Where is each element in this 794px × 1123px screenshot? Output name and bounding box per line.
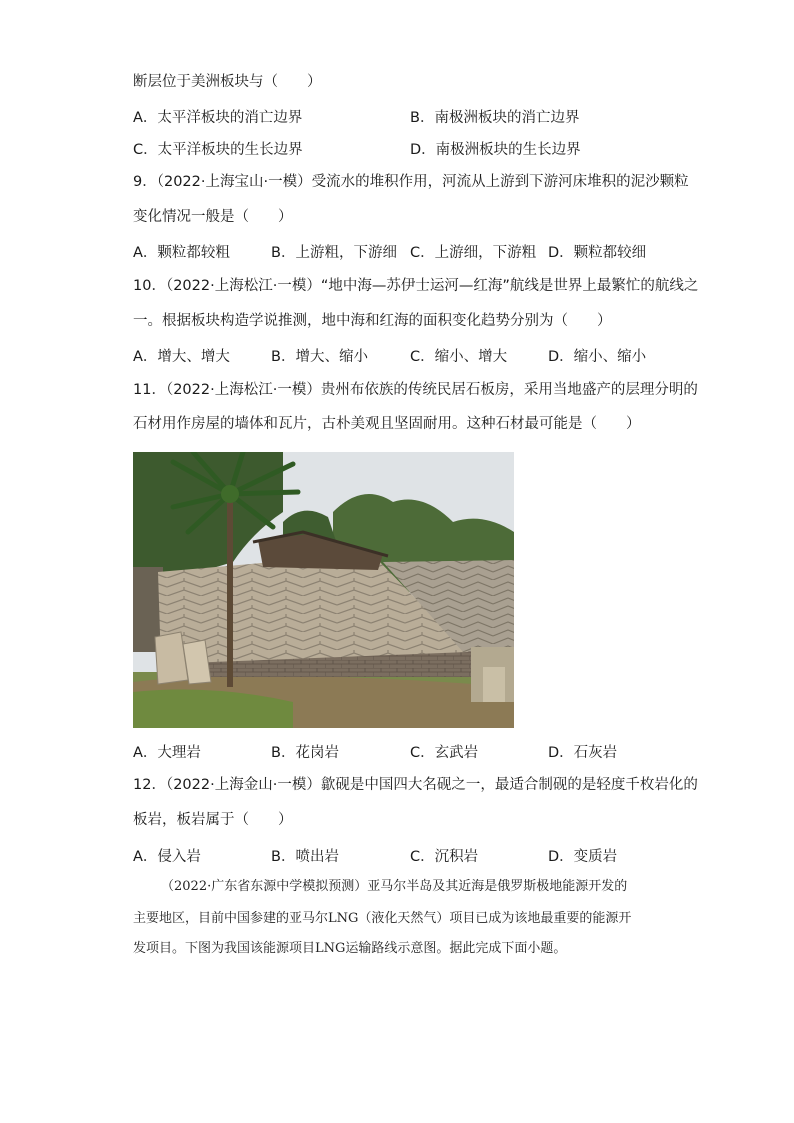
q10-option-c[interactable]: C．缩小、增大 <box>410 349 508 365</box>
q10-option-a[interactable]: A．增大、增大 <box>133 349 230 365</box>
q8-stem: 断层位于美洲板块与（ ） <box>133 74 322 90</box>
q12-option-c[interactable]: C．沉积岩 <box>410 849 479 865</box>
q8-option-c[interactable]: C．太平洋板块的生长边界 <box>133 142 303 158</box>
q10-stem-line1: 10．（2022·上海松江·一模）“地中海—苏伊士运河—红海”航线是世界上最繁忙的航线之 <box>133 278 699 294</box>
q12-option-b[interactable]: B．喷出岩 <box>271 849 339 865</box>
q11-option-b[interactable]: B．花岗岩 <box>271 745 339 761</box>
q10-option-b[interactable]: B．增大、缩小 <box>271 349 368 365</box>
q9-option-a[interactable]: A．颗粒都较粗 <box>133 245 230 261</box>
stone-slab-house-photo <box>133 452 514 728</box>
q10-option-d[interactable]: D．缩小、缩小 <box>548 349 647 365</box>
q8-option-b[interactable]: B．南极洲板块的消亡边界 <box>410 110 580 126</box>
material-line3: 发项目。下图为我国该能源项目LNG运输路线示意图。据此完成下面小题。 <box>133 941 567 956</box>
q11-option-c[interactable]: C．玄武岩 <box>410 745 479 761</box>
q9-option-b[interactable]: B．上游粗，下游细 <box>271 245 397 261</box>
q12-option-d[interactable]: D．变质岩 <box>548 849 618 865</box>
q8-option-a[interactable]: A．太平洋板块的消亡边界 <box>133 110 303 126</box>
q11-option-a[interactable]: A．大理岩 <box>133 745 201 761</box>
q10-stem-line2: 一。根据板块构造学说推测，地中海和红海的面积变化趋势分别为（ ） <box>133 313 612 329</box>
q8-option-d[interactable]: D．南极洲板块的生长边界 <box>410 142 581 158</box>
q11-stem-line1: 11．（2022·上海松江·一模）贵州布依族的传统民居石板房，采用当地盛产的层理分明的 <box>133 382 698 398</box>
q11-stem-line2: 石材用作房屋的墙体和瓦片，古朴美观且坚固耐用。这种石材最可能是（ ） <box>133 416 641 432</box>
q9-option-d[interactable]: D．颗粒都较细 <box>548 245 647 261</box>
q9-stem-line1: 9．（2022·上海宝山·一模）受流水的堆积作用，河流从上游到下游河床堆积的泥沙颗粒 <box>133 174 689 190</box>
q12-option-a[interactable]: A．侵入岩 <box>133 849 201 865</box>
q11-option-d[interactable]: D．石灰岩 <box>548 745 618 761</box>
material-line2: 主要地区，目前中国参建的亚马尔LNG（液化天然气）项目已成为该地最重要的能源开 <box>133 911 632 926</box>
q12-stem-line2: 板岩，板岩属于（ ） <box>133 812 293 828</box>
q9-option-c[interactable]: C．上游细，下游粗 <box>410 245 537 261</box>
q12-stem-line1: 12．（2022·上海金山·一模）歙砚是中国四大名砚之一，最适合制砚的是轻度千枚岩化的 <box>133 777 698 793</box>
material-line1: （2022·广东省东源中学模拟预测）亚马尔半岛及其近海是俄罗斯极地能源开发的 <box>161 879 628 894</box>
q9-stem-line2: 变化情况一般是（ ） <box>133 209 293 225</box>
